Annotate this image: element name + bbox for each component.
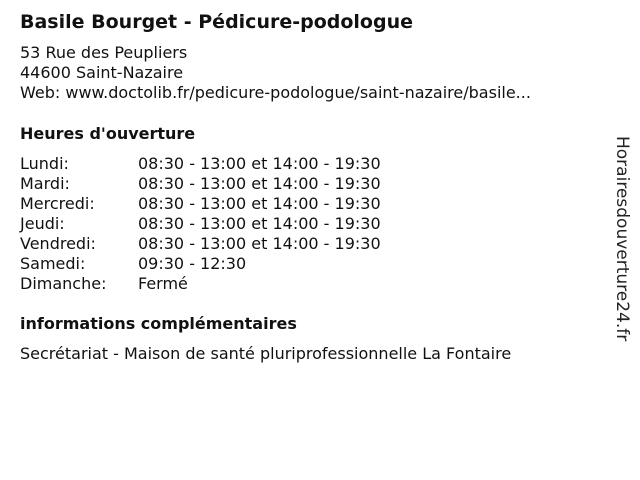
day-label: Samedi: (20, 254, 86, 273)
hours-row-samedi (20, 254, 381, 274)
additional-info-heading: informations complémentaires (20, 314, 297, 333)
hours-value: 08:30 - 13:00 et 14:00 - 19:30 (138, 154, 381, 173)
site-watermark: Horairesdouverture24.fr (612, 136, 632, 342)
address-city: 44600 Saint-Nazaire (20, 63, 184, 82)
address-block (20, 43, 531, 103)
day-label: Mardi: (20, 174, 70, 193)
opening-hours-table (20, 154, 381, 294)
hours-value: 08:30 - 13:00 et 14:00 - 19:30 (138, 194, 381, 213)
page-title: Basile Bourget - Pédicure-podologue (20, 11, 413, 33)
hours-value: 08:30 - 13:00 et 14:00 - 19:30 (138, 174, 381, 193)
hours-row-dimanche (20, 274, 381, 294)
hours-value: 08:30 - 13:00 et 14:00 - 19:30 (138, 234, 381, 253)
address-street: 53 Rue des Peupliers (20, 43, 188, 62)
day-label: Jeudi: (20, 214, 65, 233)
hours-row-vendredi (20, 234, 381, 254)
hours-value: 08:30 - 13:00 et 14:00 - 19:30 (138, 214, 381, 233)
hours-row-lundi (20, 154, 381, 174)
day-label: Mercredi: (20, 194, 95, 213)
website-line: Web: www.doctolib.fr/pedicure-podologue/saint-nazaire/basile... (20, 83, 531, 102)
additional-info-text: Secrétariat - Maison de santé pluriprofessionnelle La Fontaire (20, 344, 512, 363)
hours-value: Fermé (138, 274, 188, 293)
hours-row-mercredi (20, 194, 381, 214)
hours-value: 09:30 - 12:30 (138, 254, 247, 273)
opening-hours-heading: Heures d'ouverture (20, 124, 196, 143)
day-label: Lundi: (20, 154, 69, 173)
hours-row-jeudi (20, 214, 381, 234)
day-label: Vendredi: (20, 234, 96, 253)
hours-row-mardi (20, 174, 381, 194)
day-label: Dimanche: (20, 274, 107, 293)
